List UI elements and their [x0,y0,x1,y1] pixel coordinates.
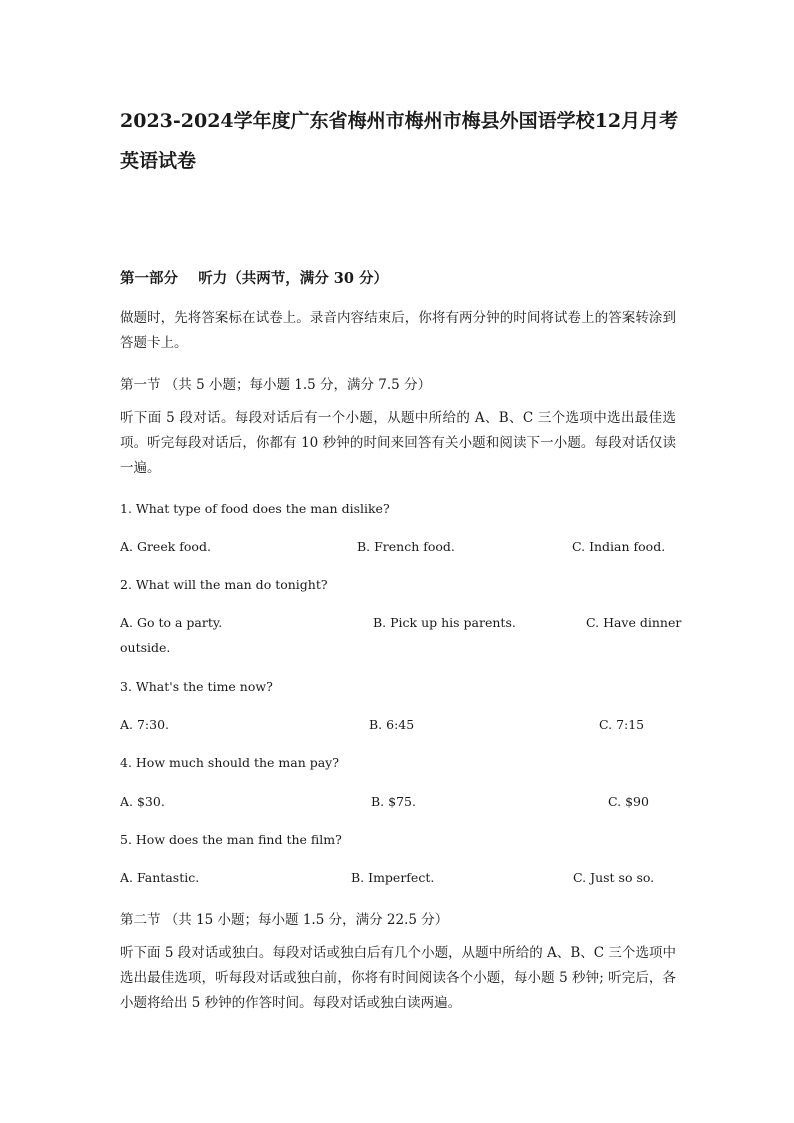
question-3-option-c: C. 7:15 [599,717,645,732]
section2-intro: 听下面 5 段对话或独白。每段对话或独白后有几个小题，从题中所给的 A、B、C 三个选项中选出最佳选项，听每段对话或独白前，你将有时间阅读各个小题，每小题 5 秒钟; 听完后，各小题将给出 5 秒钟的作答时间。每段对话或独白读两遍。 [120,945,676,1011]
question-2-option-c: C. Have dinner [586,615,682,630]
question-4-option-c: C. $90 [608,794,649,809]
question-5-option-b: B. Imperfect. [351,870,435,885]
question-1: 1. What type of food does the man dislike? [120,501,390,516]
part1-intro: 做题时，先将答案标在试卷上。录音内容结束后，你将有两分钟的时间将试卷上的答案转涂到答题卡上。 [120,310,676,351]
question-4-option-b: B. $75. [371,794,416,809]
part1-heading: 第一部分 听力（共两节，满分 30 分） [120,270,388,287]
section1-heading: 第一节 （共 5 小题；每小题 1.5 分，满分 7.5 分） [120,377,432,393]
question-5-option-c: C. Just so so. [573,870,655,885]
question-1-option-a: A. Greek food. [120,539,211,554]
question-3-option-b: B. 6:45 [369,717,415,732]
question-4-option-a: A. $30. [120,794,165,809]
document-title: 2023-2024学年度广东省梅州市梅州市梅县外国语学校12月月考英语试卷 [120,110,679,172]
question-2: 2. What will the man do tonight? [120,577,328,592]
question-2-option-a: A. Go to a party. [120,615,223,630]
question-2-option-c-continued: outside. [120,640,171,655]
section2-heading: 第二节 （共 15 小题；每小题 1.5 分，满分 22.5 分） [120,912,449,928]
question-4: 4. How much should the man pay? [120,755,339,770]
question-2-option-b: B. Pick up his parents. [373,615,516,630]
question-5-option-a: A. Fantastic. [120,870,200,885]
question-5: 5. How does the man find the film? [120,832,342,847]
section1-intro: 听下面 5 段对话。每段对话后有一个小题，从题中所给的 A、B、C 三个选项中选出最佳选项。听完每段对话后，你都有 10 秒钟的时间来回答有关小题和阅读下一小题。每段对话仅读一遍。 [120,410,676,476]
question-3-option-a: A. 7:30. [120,717,170,732]
question-1-option-b: B. French food. [357,539,455,554]
question-1-option-c: C. Indian food. [572,539,666,554]
question-3: 3. What's the time now? [120,679,273,694]
